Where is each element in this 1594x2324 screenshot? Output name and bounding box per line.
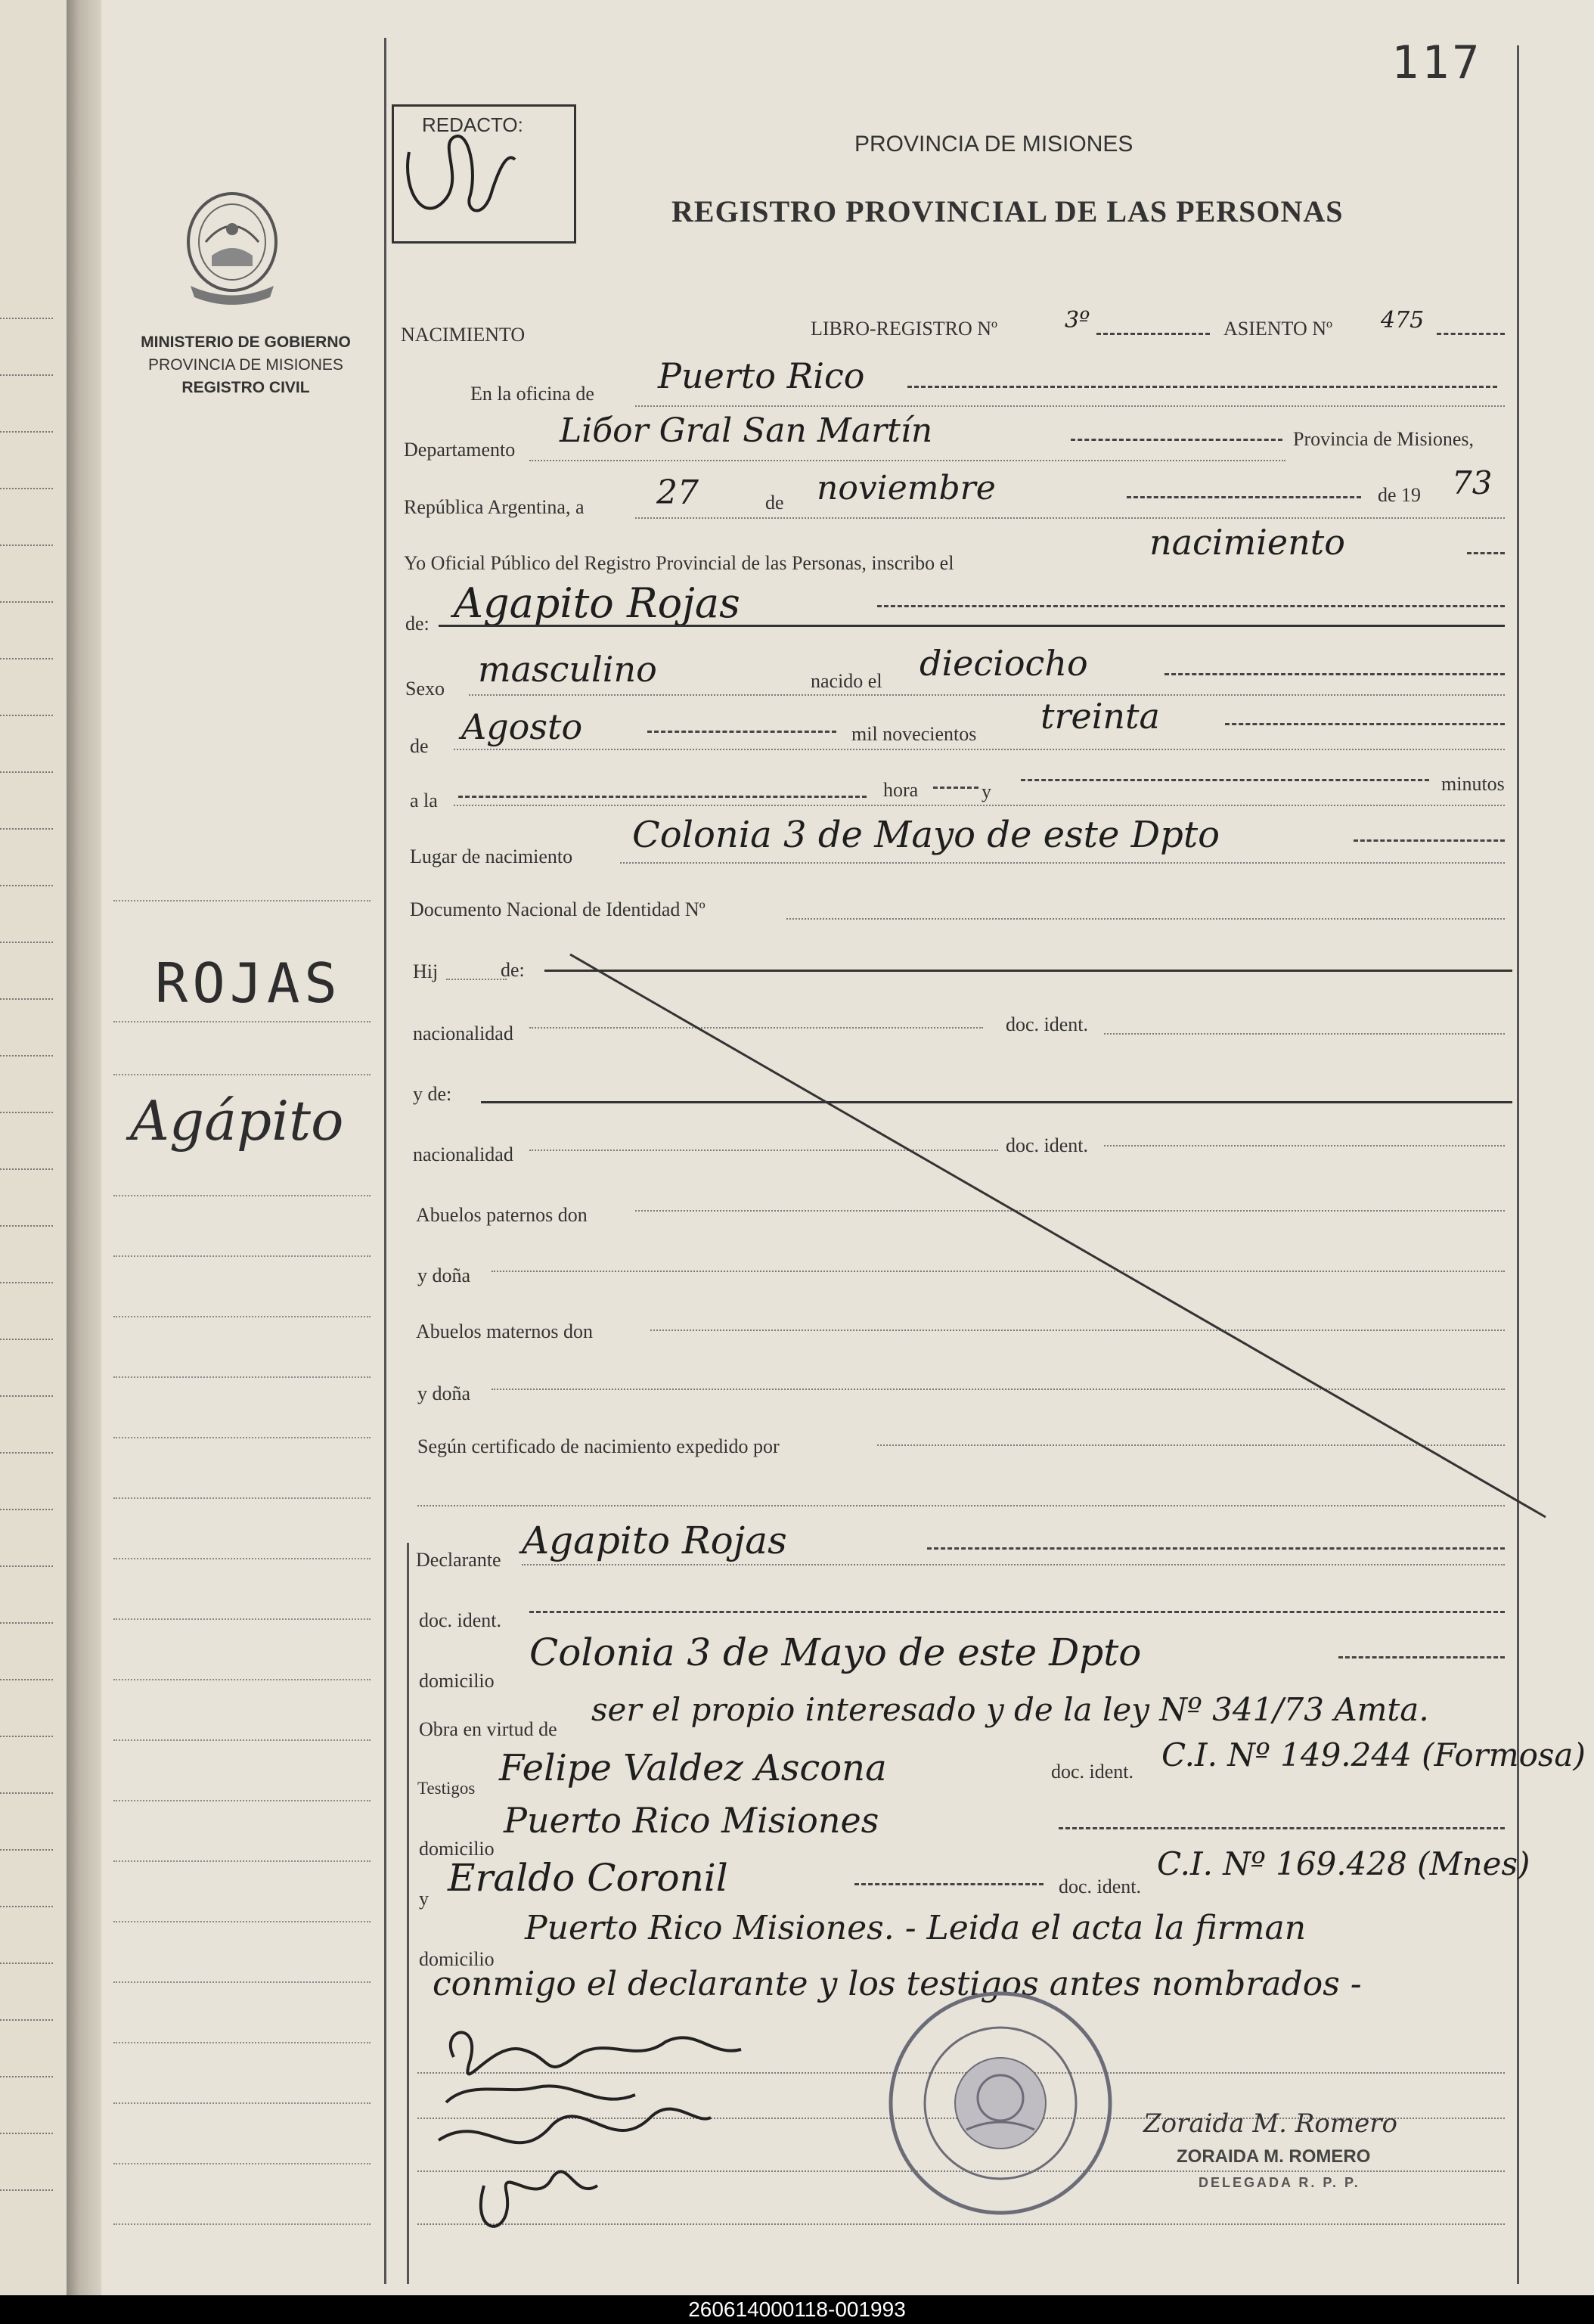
official-seal-stamp xyxy=(883,1986,1118,2220)
year-label: de 19 xyxy=(1378,484,1422,506)
birth-day-value: dieciocho xyxy=(919,643,1088,684)
doc-ident-label-5: doc. ident. xyxy=(1059,1876,1142,1897)
declarante-address-value: Colonia 3 de Mayo de este Dpto xyxy=(529,1631,1142,1674)
witness-2-address-value: Puerto Rico Misiones. - Leida el acta la firman xyxy=(525,1909,1307,1947)
testigos-label: Testigos xyxy=(417,1779,476,1798)
ministry-line-2: PROVINCIA DE MISIONES xyxy=(148,356,343,374)
abuelos-paternos-label: Abuelos paternos don xyxy=(416,1204,588,1226)
libro-label: LIBRO-REGISTRO Nº xyxy=(811,318,998,340)
witness-1-address-fill-line xyxy=(1059,1827,1505,1829)
y-dona-label-2: y doña xyxy=(417,1382,471,1404)
registrant-name-value: Agapito Rojas xyxy=(454,579,740,627)
obra-value: ser el propio interesado y de la ley Nº 341/73 Amta. xyxy=(591,1691,1429,1728)
declarante-address-fill-line xyxy=(1338,1656,1505,1658)
oficina-value: Puerto Rico xyxy=(658,355,865,396)
oficina-label: En la oficina de xyxy=(470,383,594,405)
asiento-value: 475 xyxy=(1381,307,1425,334)
month-value: noviembre xyxy=(817,469,996,507)
witness-2-doc-value: C.I. Nº 169.428 (Mnes) xyxy=(1157,1845,1530,1882)
mil-label: mil novecientos xyxy=(851,723,977,745)
declarante-doc-fill-line xyxy=(529,1611,1505,1613)
documento-label: Documento Nacional de Identidad Nº xyxy=(410,898,706,920)
ministry-line-3: REGISTRO CIVIL xyxy=(181,379,310,396)
domicilio-label-3: domicilio xyxy=(419,1948,495,1970)
day-value: 27 xyxy=(656,473,699,512)
segun-label: Según certificado de nacimiento expedido por xyxy=(417,1435,780,1457)
minutos-label: minutos xyxy=(1441,773,1505,795)
declarante-value: Agapito Rojas xyxy=(522,1519,787,1562)
obra-label: Obra en virtud de xyxy=(419,1718,557,1740)
libro-value: 3º xyxy=(1065,307,1090,334)
witness-2-value: Eraldo Coronil xyxy=(448,1856,728,1900)
image-id: 260614000118-001993 xyxy=(688,2298,906,2321)
nacionalidad-label-1: nacionalidad xyxy=(413,1022,513,1044)
departamento-value: Lібor Gral San Martín xyxy=(560,411,933,450)
a-la-label: a la xyxy=(410,790,438,811)
abuelos-maternos-label: Abuelos maternos don xyxy=(416,1320,593,1342)
sexo-value: masculino xyxy=(478,649,657,690)
domicilio-label-2: domicilio xyxy=(419,1838,495,1860)
birth-month-value: Agosto xyxy=(461,706,583,747)
domicilio-label-1: domicilio xyxy=(419,1670,495,1692)
de-month-label: de xyxy=(410,735,429,757)
year-value: 73 xyxy=(1452,464,1493,501)
birthplace-value: Colonia 3 de Mayo de este Dpto xyxy=(632,814,1220,856)
official-name: ZORAIDA M. ROMERO xyxy=(1177,2146,1371,2167)
declarante-ruled-line xyxy=(522,1564,1505,1565)
nacimiento-label: NACIMIENTO xyxy=(401,324,526,346)
hij-label: Hij xyxy=(413,960,439,982)
witness-1-value: Felipe Valdez Ascona xyxy=(499,1747,887,1789)
inscribo-value: nacimiento xyxy=(1149,522,1345,563)
departamento-label: Departamento xyxy=(404,439,516,461)
registry-title: REGISTRO PROVINCIAL DE LAS PERSONAS xyxy=(671,194,1344,228)
y-dona-label-1: y doña xyxy=(417,1264,471,1286)
witness-1-doc-value: C.I. Nº 149.244 (Formosa) xyxy=(1161,1736,1586,1773)
asiento-label: ASIENTO Nº xyxy=(1223,318,1333,340)
page-number: 117 xyxy=(1391,36,1483,89)
official-role: DELEGADA R. P. P. xyxy=(1199,2175,1360,2190)
doc-ident-label-1: doc. ident. xyxy=(1006,1013,1089,1035)
birth-year-value: treinta xyxy=(1040,696,1160,737)
doc-ident-label-3: doc. ident. xyxy=(419,1609,502,1631)
declarante-fill-line xyxy=(927,1547,1505,1550)
yo-oficial-label: Yo Oficial Público del Registro Provincial de las Personas, inscribo el xyxy=(404,552,954,574)
nacido-label: nacido el xyxy=(811,670,882,692)
margin-surname: ROJAS xyxy=(155,951,342,1015)
de-parent-label: de: xyxy=(501,959,525,981)
provincia-misiones-label: Provincia de Misiones, xyxy=(1293,428,1475,450)
declarante-label: Declarante xyxy=(416,1549,501,1571)
de-name-label: de: xyxy=(405,613,430,635)
witness-signatures xyxy=(423,2012,786,2254)
nacionalidad-label-2: nacionalidad xyxy=(413,1143,513,1165)
hora-label: hora xyxy=(883,779,919,801)
doc-ident-label-4: doc. ident. xyxy=(1051,1761,1134,1783)
lugar-label: Lugar de nacimiento xyxy=(410,846,573,867)
y-de-label: y de: xyxy=(413,1083,452,1105)
margin-given-name: Agápito xyxy=(130,1089,344,1153)
province-heading: PROVINCIA DE MISIONES xyxy=(854,132,1133,157)
y-witness-label: y xyxy=(419,1888,429,1910)
de-label-1: de xyxy=(765,492,784,514)
closing-statement: conmigo el declarante y los testigos antes nombrados - xyxy=(433,1965,1362,2003)
redacto-label: REDACTO: xyxy=(422,113,523,136)
y-label: y xyxy=(982,780,991,802)
ministry-line-1: MINISTERIO DE GOBIERNO xyxy=(141,334,351,351)
official-signature: Zoraida M. Romero xyxy=(1143,2108,1397,2139)
witness-1-address-value: Puerto Rico Misiones xyxy=(504,1800,879,1841)
doc-ident-label-2: doc. ident. xyxy=(1006,1134,1089,1156)
republica-label: República Argentina, a xyxy=(404,496,585,518)
sexo-label: Sexo xyxy=(405,678,445,700)
witness-2-fill-line xyxy=(854,1883,1044,1885)
